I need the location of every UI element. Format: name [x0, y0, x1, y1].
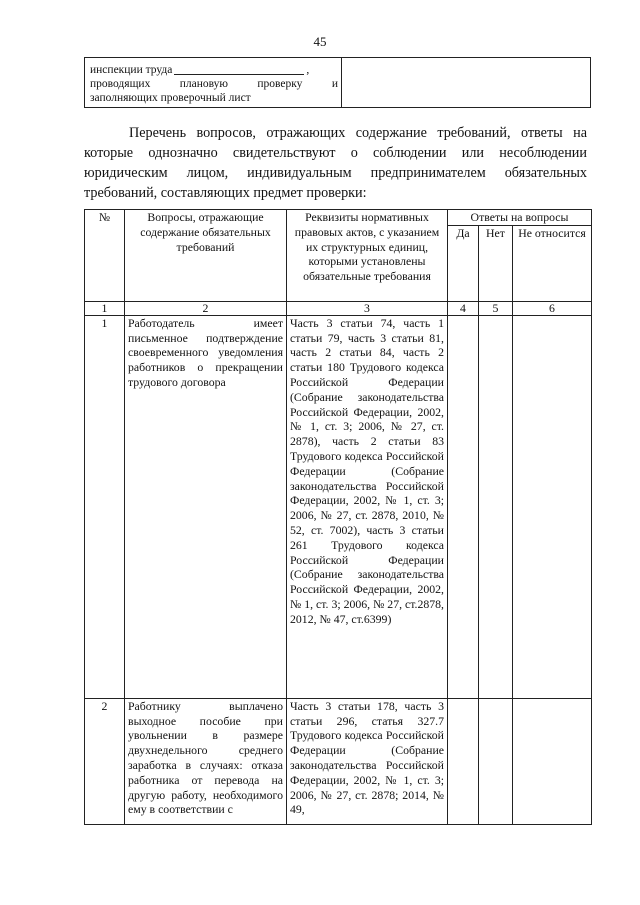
- row-number: 2: [85, 698, 125, 824]
- col-number: 6: [513, 301, 592, 315]
- answer-yes-cell[interactable]: [448, 315, 479, 698]
- header-row: [85, 210, 592, 226]
- checklist-table: [84, 209, 592, 825]
- row-question: Работнику выплачено выходное пособие при увольнении в размере двухнедельного среднего заработка в случаях: отказа работника от перевода на другую работу, необходимого ему в соответствии с: [125, 698, 287, 824]
- box-line-3: заполняющих проверочный лист: [90, 92, 251, 104]
- column-number-row: [85, 301, 592, 315]
- answer-no-cell[interactable]: [479, 315, 513, 698]
- row-requisites: Часть 3 статьи 74, часть 1 статьи 79, часть 3 статьи 81, часть 2 статьи 84, часть 2 статьи 180 Трудового кодекса Российской Федерации (Собрание законодательства Российской Федерации, 2002, № 1, ст. 3; 2006, № 27, ст. 2878), часть 2 статьи 83 Трудового кодекса Российской Федерации (Собрание законодательства Российской Федерации, 2002, № 1, ст. 3; 2006, № 27, ст. 2878, 2010, № 52, ст. 7002), часть 3 статьи 261 Трудового кодекса Российской Федерации (Собрание законодательства Российской Федерации, 2002, № 1, ст. 3; 2006, № 27, ст.2878, 2012, № 47, ст.6399): [287, 315, 448, 698]
- header-na: Не относится: [513, 225, 592, 301]
- col-number: 2: [125, 301, 287, 315]
- col-number: 1: [85, 301, 125, 315]
- col-number: 3: [287, 301, 448, 315]
- header-questions: Вопросы, отражающие содержание обязательных требований: [125, 210, 287, 302]
- header-requisites: Реквизиты нормативных правовых актов, с указанием их структурных единиц, которыми установлены обязательные требования: [287, 210, 448, 302]
- row-requisites: Часть 3 статьи 178, часть 3 статьи 296, статья 327.7 Трудового кодекса Российской Федерации (Собрание законодательства Российской Федерации, 2002, № 1, ст. 3; 2006, № 27, ст. 2878; 2014, № 49,: [287, 698, 448, 824]
- box-line-1-end: ,: [306, 64, 310, 76]
- inspector-box-text: [90, 63, 338, 105]
- header-num: №: [85, 210, 125, 302]
- col-number: 4: [448, 301, 479, 315]
- list-heading: Перечень вопросов, отражающих содержание требований, ответы на которые однозначно свидетельствуют о соблюдении или несоблюдении юридическим лицом, индивидуальным предпринимателем обязательных требований, составляющих предмет проверки:: [84, 125, 587, 201]
- answer-no-cell[interactable]: [479, 698, 513, 824]
- row-number: 1: [85, 315, 125, 698]
- inspector-box: [84, 57, 591, 108]
- table-row: [85, 315, 592, 698]
- header-yes: Да: [448, 225, 479, 301]
- box-divider: [341, 58, 342, 107]
- answer-na-cell[interactable]: [513, 315, 592, 698]
- blank-line: [174, 63, 304, 75]
- row-question: Работодатель имеет письменное подтверждение своевременного уведомления работников о прекращении трудового договора: [125, 315, 287, 698]
- col-number: 5: [479, 301, 513, 315]
- header-no: Нет: [479, 225, 513, 301]
- table-row: [85, 698, 592, 824]
- page-number: 45: [313, 34, 327, 49]
- box-line-1: инспекции труда: [90, 64, 173, 76]
- answer-yes-cell[interactable]: [448, 698, 479, 824]
- answer-na-cell[interactable]: [513, 698, 592, 824]
- header-answers: Ответы на вопросы: [448, 210, 592, 226]
- box-line-2: проводящих плановую проверку и: [90, 78, 338, 90]
